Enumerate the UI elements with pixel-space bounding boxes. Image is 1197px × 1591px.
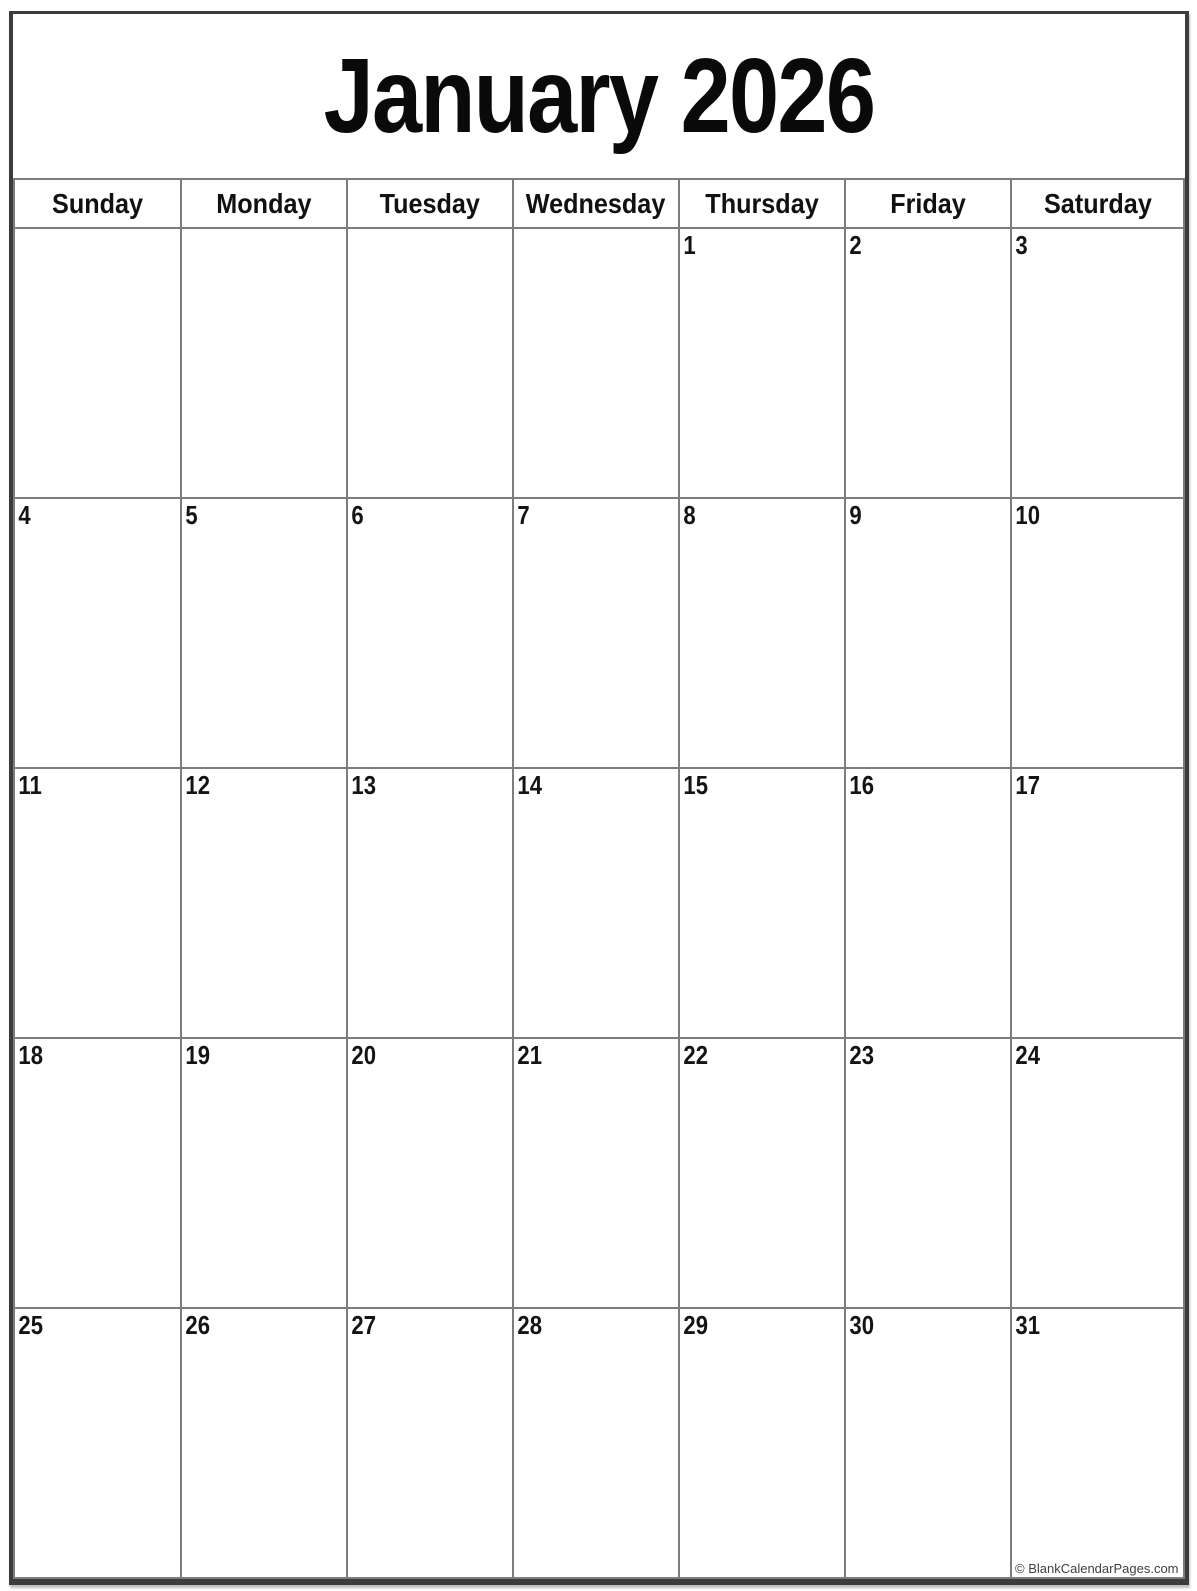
- day-cell: [1011, 768, 1184, 1038]
- weekday-header-friday: [845, 179, 1011, 228]
- weekday-label: Wednesday: [526, 187, 666, 219]
- day-number: 30: [849, 1310, 874, 1340]
- day-number: 8: [683, 500, 696, 530]
- day-cell: [181, 498, 347, 768]
- day-cell: [14, 228, 181, 498]
- weekday-label: Tuesday: [379, 187, 481, 219]
- day-number: 25: [18, 1310, 43, 1340]
- weekday-label: Sunday: [51, 187, 144, 219]
- weekday-header-wednesday: [513, 179, 679, 228]
- weekday-header-saturday: [1011, 179, 1184, 228]
- weekday-header-row: [14, 179, 1184, 228]
- copyright-footer: © BlankCalendarPages.com: [1015, 1561, 1179, 1576]
- day-number: [348, 240, 351, 242]
- day-cell: [347, 1038, 513, 1308]
- week-row: [14, 498, 1184, 768]
- weekday-header-tuesday: [347, 179, 513, 228]
- day-cell: [1011, 1308, 1184, 1578]
- day-cell: [181, 228, 347, 498]
- day-cell: [14, 1038, 181, 1308]
- day-number: [514, 240, 517, 242]
- day-cell: [1011, 228, 1184, 498]
- day-cell: [845, 228, 1011, 498]
- day-cell: [14, 768, 181, 1038]
- day-cell: [14, 498, 181, 768]
- day-number: 18: [18, 1040, 43, 1070]
- day-number: 28: [517, 1310, 542, 1340]
- day-cell: [181, 1308, 347, 1578]
- calendar-grid: [13, 178, 1185, 1579]
- day-number: 13: [351, 770, 376, 800]
- day-cell: [1011, 1038, 1184, 1308]
- day-number: 29: [683, 1310, 708, 1340]
- day-cell: [845, 498, 1011, 768]
- day-number: 20: [351, 1040, 376, 1070]
- weekday-label: Saturday: [1043, 187, 1152, 219]
- weekday-label: Monday: [216, 187, 312, 219]
- weekday-header-sunday: [14, 179, 181, 228]
- week-row: [14, 768, 1184, 1038]
- day-cell: [845, 1038, 1011, 1308]
- day-cell: [347, 228, 513, 498]
- day-cell: [679, 498, 845, 768]
- day-number: [15, 240, 18, 242]
- weekday-label: Thursday: [705, 187, 819, 219]
- day-cell: [181, 768, 347, 1038]
- day-number: 6: [351, 500, 364, 530]
- week-row: [14, 1038, 1184, 1308]
- day-cell: [181, 1038, 347, 1308]
- day-number: 16: [849, 770, 874, 800]
- day-cell: [679, 228, 845, 498]
- day-number: 19: [185, 1040, 210, 1070]
- day-number: 11: [18, 770, 42, 800]
- day-number: 26: [185, 1310, 210, 1340]
- day-number: 4: [18, 500, 31, 530]
- title-area: [13, 14, 1185, 178]
- calendar-page: [9, 11, 1189, 1585]
- day-number: 7: [517, 500, 530, 530]
- day-cell: [845, 768, 1011, 1038]
- day-cell: [513, 228, 679, 498]
- day-number: 10: [1015, 500, 1040, 530]
- day-number: 2: [849, 230, 862, 260]
- day-number: 9: [849, 500, 862, 530]
- day-cell: [513, 1038, 679, 1308]
- day-cell: [513, 768, 679, 1038]
- day-cell: [347, 498, 513, 768]
- day-cell: [679, 1038, 845, 1308]
- week-row: [14, 1308, 1184, 1578]
- day-number: 23: [849, 1040, 874, 1070]
- day-number: 22: [683, 1040, 708, 1070]
- day-cell: [347, 1308, 513, 1578]
- day-number: 12: [185, 770, 210, 800]
- day-number: 24: [1015, 1040, 1040, 1070]
- day-cell: [347, 768, 513, 1038]
- day-number: 15: [683, 770, 708, 800]
- day-cell: [679, 768, 845, 1038]
- day-number: 17: [1015, 770, 1040, 800]
- weekday-header-monday: [181, 179, 347, 228]
- day-cell: [513, 1308, 679, 1578]
- day-number: [182, 240, 185, 242]
- day-number: 14: [517, 770, 542, 800]
- day-number: 1: [683, 230, 696, 260]
- day-number: 21: [517, 1040, 542, 1070]
- day-cell: [1011, 498, 1184, 768]
- day-number: 27: [351, 1310, 376, 1340]
- day-cell: [845, 1308, 1011, 1578]
- weekday-label: Friday: [890, 187, 966, 219]
- weekday-header-thursday: [679, 179, 845, 228]
- page-title: January 2026: [323, 37, 875, 155]
- day-cell: [513, 498, 679, 768]
- day-number: 31: [1015, 1310, 1040, 1340]
- day-number: 3: [1015, 230, 1028, 260]
- day-cell: [679, 1308, 845, 1578]
- day-number: 5: [185, 500, 198, 530]
- day-cell: [14, 1308, 181, 1578]
- week-row: [14, 228, 1184, 498]
